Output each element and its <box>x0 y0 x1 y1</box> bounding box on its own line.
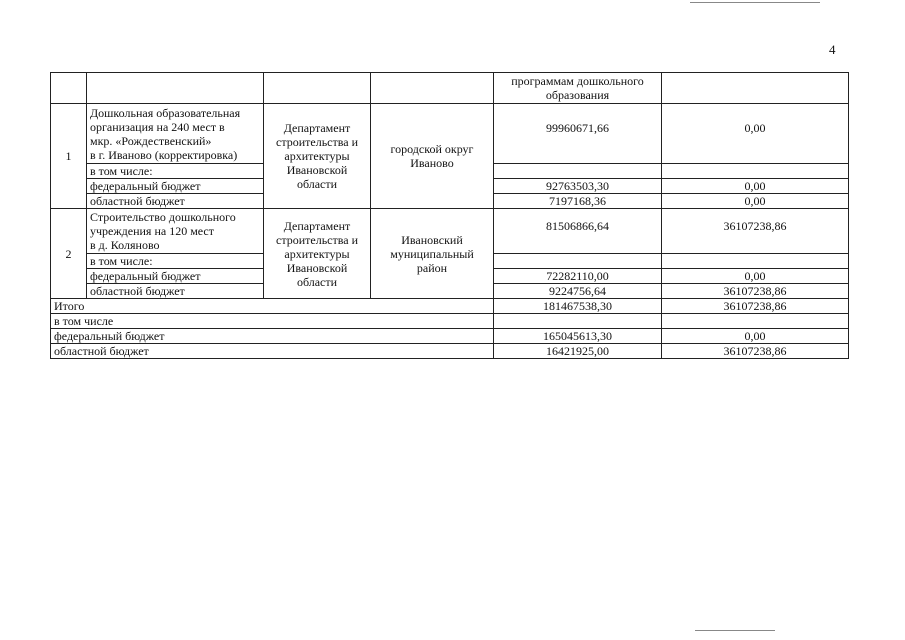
agency <box>264 209 371 299</box>
row-number: 2 <box>51 209 87 299</box>
total-amount-col2 <box>662 209 849 254</box>
object-line: мкр. «Рождественский» <box>90 133 212 148</box>
totals-amount-col2: 36107238,86 <box>662 299 849 314</box>
empty-cell <box>662 73 849 104</box>
empty-cell <box>662 254 849 269</box>
amount-value: 0,00 <box>744 121 766 135</box>
including-label: в том числе: <box>87 254 264 269</box>
municipality <box>371 104 494 209</box>
totals-federal-label: федеральный бюджет <box>51 329 494 344</box>
agency-line: Департамент <box>283 218 351 233</box>
header-continuation-row <box>51 73 849 104</box>
total-amount-col2 <box>662 104 849 164</box>
caption-line: образования <box>545 88 610 102</box>
municipality <box>371 209 494 299</box>
empty-cell <box>51 73 87 104</box>
object-line: в д. Коляново <box>90 238 160 252</box>
empty-cell <box>662 164 849 179</box>
scan-edge-top <box>690 2 820 3</box>
regional-amount-col2: 0,00 <box>662 194 849 209</box>
totals-row <box>51 314 849 329</box>
totals-federal-col1: 165045613,30 <box>494 329 662 344</box>
agency <box>264 104 371 209</box>
object-name <box>87 104 264 164</box>
object-line: учреждения на 120 мест <box>90 224 214 238</box>
federal-budget-label: федеральный бюджет <box>87 179 264 194</box>
totals-regional-col1: 16421925,00 <box>494 344 662 359</box>
empty-cell <box>662 314 849 329</box>
including-label: в том числе: <box>87 164 264 179</box>
table-row <box>51 104 849 164</box>
totals-federal-col2: 0,00 <box>662 329 849 344</box>
totals-label: Итого <box>51 299 494 314</box>
agency-line: области <box>296 177 338 191</box>
federal-amount-col1: 72282110,00 <box>494 269 662 284</box>
federal-amount-col2: 0,00 <box>662 269 849 284</box>
agency-line: Ивановской <box>286 163 348 177</box>
regional-amount-col2: 36107238,86 <box>662 284 849 299</box>
total-amount-col1 <box>494 209 662 254</box>
empty-cell <box>494 314 662 329</box>
federal-amount-col2: 0,00 <box>662 179 849 194</box>
row-number: 1 <box>51 104 87 209</box>
empty-cell <box>494 164 662 179</box>
object-line: Строительство дошкольного <box>90 210 236 224</box>
agency-line: области <box>296 274 338 289</box>
empty-cell <box>87 73 264 104</box>
agency-line: строительства и <box>276 135 358 149</box>
budget-table <box>50 72 849 359</box>
agency-line: архитектуры <box>284 246 350 261</box>
totals-amount-col1: 181467538,30 <box>494 299 662 314</box>
regional-amount-col1: 7197168,36 <box>494 194 662 209</box>
object-line: Дошкольная образовательная <box>90 105 241 120</box>
municipality-line: Ивановский <box>401 232 463 247</box>
federal-amount-col1: 92763503,30 <box>494 179 662 194</box>
object-line: организация на 240 мест в <box>90 119 225 134</box>
agency-line: Департамент <box>283 121 351 135</box>
totals-including-label: в том числе <box>51 314 494 329</box>
amount-column-caption <box>494 73 662 104</box>
municipality-line: район <box>416 260 448 275</box>
regional-amount-col1: 9224756,64 <box>494 284 662 299</box>
municipality-line: городской округ <box>390 142 474 156</box>
object-name <box>87 209 264 254</box>
totals-regional-col2: 36107238,86 <box>662 344 849 359</box>
regional-budget-label: областной бюджет <box>87 284 264 299</box>
object-line: в г. Иваново (корректировка) <box>90 147 238 162</box>
totals-row <box>51 329 849 344</box>
caption-line: программам дошкольного <box>511 74 644 88</box>
empty-cell <box>264 73 371 104</box>
amount-value: 36107238,86 <box>723 219 787 233</box>
totals-regional-label: областной бюджет <box>51 344 494 359</box>
agency-line: Ивановской <box>286 260 348 275</box>
empty-cell <box>494 254 662 269</box>
empty-cell <box>371 73 494 104</box>
amount-value: 81506866,64 <box>546 219 609 233</box>
municipality-line: муниципальный <box>390 246 474 261</box>
scan-edge-bottom <box>695 630 775 631</box>
table-row <box>51 209 849 254</box>
agency-line: архитектуры <box>284 149 350 163</box>
totals-row <box>51 299 849 314</box>
page-number: 4 <box>829 42 836 57</box>
municipality-line: Иваново <box>410 156 454 170</box>
agency-line: строительства и <box>276 232 358 247</box>
total-amount-col1 <box>494 104 662 164</box>
federal-budget-label: федеральный бюджет <box>87 269 264 284</box>
regional-budget-label: областной бюджет <box>87 194 264 209</box>
totals-row <box>51 344 849 359</box>
amount-value: 99960671,66 <box>546 121 609 135</box>
